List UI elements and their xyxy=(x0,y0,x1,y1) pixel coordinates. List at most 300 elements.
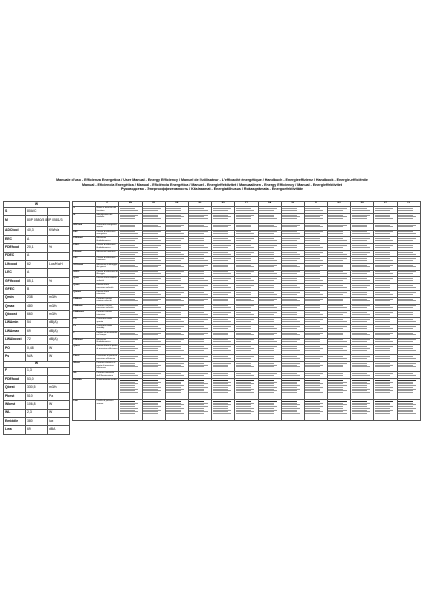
translation-text-lines xyxy=(143,208,164,210)
text-line xyxy=(166,233,184,234)
translation-text-lines xyxy=(213,305,234,307)
text-line xyxy=(305,287,320,288)
spec-unit xyxy=(48,376,70,384)
translation-text-lines xyxy=(282,208,303,210)
text-line xyxy=(236,392,254,393)
translation-text-lines xyxy=(213,208,234,210)
translation-text-lines xyxy=(282,215,303,219)
translation-text-lines xyxy=(305,231,326,233)
translation-cell xyxy=(397,362,420,372)
text-line xyxy=(398,215,413,216)
spec-unit xyxy=(48,286,70,294)
translation-cell xyxy=(281,230,304,237)
text-line xyxy=(213,392,228,393)
translation-cell xyxy=(165,304,188,311)
text-line xyxy=(166,294,181,295)
translation-cell xyxy=(212,304,235,311)
text-line xyxy=(398,240,413,241)
translation-text-lines xyxy=(282,319,303,321)
text-line xyxy=(328,287,346,288)
text-line xyxy=(305,333,323,334)
translation-text-lines xyxy=(189,305,210,307)
translation-cell xyxy=(258,400,281,421)
spec-value: 54 xyxy=(26,319,48,327)
spec-value: 380 xyxy=(26,417,48,425)
translation-cell xyxy=(328,331,351,338)
text-line xyxy=(259,287,274,288)
text-line xyxy=(328,326,346,327)
translation-text-lines xyxy=(305,278,326,280)
text-line xyxy=(328,373,343,374)
text-line xyxy=(352,260,367,261)
translation-cell xyxy=(374,256,397,263)
text-line xyxy=(282,366,300,367)
text-line xyxy=(189,392,207,393)
translation-text-lines xyxy=(375,225,396,227)
translation-text-lines xyxy=(189,326,210,328)
translation-text-lines xyxy=(259,238,280,240)
text-line xyxy=(143,326,158,327)
text-line xyxy=(259,233,274,234)
translation-text-lines xyxy=(120,401,141,414)
text-line xyxy=(282,287,300,288)
translation-cell xyxy=(212,290,235,297)
text-line xyxy=(259,387,277,388)
translation-cell xyxy=(212,223,235,230)
translation-cell: Potenza elettrica al punto di massima efficienza xyxy=(96,362,119,372)
translation-cell xyxy=(281,324,304,331)
translation-text-lines xyxy=(328,215,349,219)
translation-text-lines xyxy=(189,292,210,294)
text-line xyxy=(282,358,300,359)
text-line xyxy=(375,280,390,281)
text-line xyxy=(352,210,370,211)
text-line xyxy=(120,225,135,226)
translation-cell xyxy=(281,318,304,325)
translation-cell xyxy=(281,297,304,304)
translation-text-lines xyxy=(305,252,326,254)
translation-text-lines xyxy=(143,265,164,267)
spec-key: LWAmin xyxy=(4,319,26,327)
row-code: GFIfcood xyxy=(73,263,96,270)
text-line xyxy=(120,404,135,405)
text-line xyxy=(352,358,367,359)
row-code: Wbest xyxy=(73,362,96,372)
translation-cell xyxy=(258,213,281,223)
translation-text-lines xyxy=(398,299,420,301)
translation-cell: Flusso d'aria massima velocità xyxy=(96,284,119,291)
row-code: PO xyxy=(73,318,96,325)
translation-cell xyxy=(188,256,211,263)
text-line xyxy=(189,266,204,267)
multilingual-row xyxy=(73,318,421,325)
text-line xyxy=(236,363,251,364)
multilingual-row xyxy=(73,223,421,230)
text-line xyxy=(375,365,393,366)
translation-cell xyxy=(374,297,397,304)
text-line xyxy=(236,278,251,279)
text-line xyxy=(305,363,320,364)
text-line xyxy=(143,245,161,246)
translation-text-lines xyxy=(166,356,187,358)
text-line xyxy=(328,231,343,232)
text-line xyxy=(305,307,320,308)
translation-cell xyxy=(119,230,142,237)
text-line xyxy=(143,208,161,209)
text-line xyxy=(305,408,320,409)
translation-cell xyxy=(165,244,188,251)
language-column-header: NL xyxy=(188,202,211,207)
spec-key: Pbest xyxy=(4,392,26,400)
translation-cell: Consumo energetico annuo xyxy=(96,223,119,230)
text-line xyxy=(398,265,413,266)
translation-text-lines xyxy=(375,346,396,350)
text-line xyxy=(305,339,320,340)
translation-cell xyxy=(351,230,374,237)
spec-unit: Pa xyxy=(48,392,70,400)
text-line xyxy=(120,321,135,322)
text-line xyxy=(282,215,297,216)
translation-text-lines xyxy=(352,299,373,301)
translation-text-lines xyxy=(398,380,420,393)
text-line xyxy=(236,403,254,404)
translation-cell xyxy=(212,338,235,345)
row-code: FDEC xyxy=(73,244,96,251)
text-line xyxy=(213,373,228,374)
text-line xyxy=(259,260,277,261)
text-line xyxy=(375,225,390,226)
row-code: Ps xyxy=(73,324,96,331)
translation-cell xyxy=(235,256,258,263)
text-line xyxy=(282,365,297,366)
translation-text-lines xyxy=(352,363,373,367)
translation-text-lines xyxy=(282,312,303,314)
text-line xyxy=(143,280,158,281)
translation-cell xyxy=(328,362,351,372)
translation-text-lines xyxy=(305,363,326,367)
text-line xyxy=(259,294,277,295)
text-line xyxy=(352,278,367,279)
translation-cell xyxy=(235,331,258,338)
text-line xyxy=(213,271,228,272)
text-line xyxy=(352,389,370,390)
multilingual-row xyxy=(73,362,421,372)
translation-text-lines xyxy=(143,373,164,375)
translation-text-lines xyxy=(166,208,187,210)
translation-cell xyxy=(374,311,397,318)
text-line xyxy=(166,260,181,261)
translation-cell xyxy=(142,277,165,284)
text-line xyxy=(259,254,274,255)
translation-cell xyxy=(235,304,258,311)
text-line xyxy=(143,294,161,295)
text-line xyxy=(398,278,413,279)
text-line xyxy=(398,339,416,340)
translation-cell xyxy=(397,379,420,400)
translation-cell xyxy=(188,297,211,304)
translation-cell xyxy=(258,338,281,345)
text-line xyxy=(236,339,254,340)
text-line xyxy=(375,299,393,300)
text-line xyxy=(189,240,204,241)
translation-cell xyxy=(165,213,188,223)
translation-cell xyxy=(397,400,420,421)
translation-text-lines xyxy=(213,265,234,267)
text-line xyxy=(328,392,343,393)
spec-key: GFEC xyxy=(4,286,26,294)
text-line xyxy=(352,258,367,259)
translation-text-lines xyxy=(143,292,164,294)
text-line xyxy=(259,285,274,286)
spec-section-label: W xyxy=(4,202,70,208)
translation-cell xyxy=(142,230,165,237)
text-line xyxy=(375,328,393,329)
translation-cell xyxy=(397,230,420,237)
translation-cell xyxy=(281,345,304,355)
text-line xyxy=(259,240,277,241)
translation-cell xyxy=(397,277,420,284)
text-line xyxy=(236,358,251,359)
text-line xyxy=(213,341,231,342)
text-line xyxy=(189,334,204,335)
translation-cell xyxy=(235,290,258,297)
translation-text-lines xyxy=(143,225,164,227)
translation-text-lines xyxy=(120,225,141,227)
text-line xyxy=(305,231,323,232)
translation-text-lines xyxy=(375,238,396,240)
translation-text-lines xyxy=(375,373,396,375)
translation-text-lines xyxy=(328,380,349,393)
text-line xyxy=(189,406,207,407)
text-line xyxy=(375,326,390,327)
text-line xyxy=(259,226,277,227)
text-line xyxy=(166,287,184,288)
text-line xyxy=(143,299,161,300)
translation-cell xyxy=(165,256,188,263)
translation-text-lines xyxy=(375,333,396,335)
text-line xyxy=(398,210,413,211)
text-line xyxy=(282,333,297,334)
translation-text-lines xyxy=(189,285,210,287)
text-line xyxy=(328,254,346,255)
translation-cell xyxy=(351,297,374,304)
translation-cell xyxy=(119,362,142,372)
text-line xyxy=(189,363,204,364)
text-line xyxy=(328,273,346,274)
translation-text-lines xyxy=(398,278,420,280)
translation-cell: Consumo modo spento xyxy=(96,318,119,325)
text-line xyxy=(213,278,231,279)
text-line xyxy=(120,383,138,384)
text-line xyxy=(352,266,370,267)
translation-cell xyxy=(281,362,304,372)
text-line xyxy=(213,363,231,364)
translation-cell xyxy=(188,338,211,345)
translation-text-lines xyxy=(305,258,326,260)
translation-text-lines xyxy=(375,258,396,260)
translation-text-lines xyxy=(328,271,349,273)
translation-cell xyxy=(304,318,327,325)
text-line xyxy=(282,231,297,232)
header-line-1: Manuale d'uso - Efficienza Energetica / User Manual - Energy Efficiency / Manuel de l'utilisateur - L'efficacité énergétique / Handbuch - Energieeffizienz / Handbook - Energie-efficiëntie xyxy=(56,178,368,182)
translation-text-lines xyxy=(120,258,141,260)
text-line xyxy=(328,358,346,359)
translation-cell xyxy=(397,297,420,304)
text-line xyxy=(259,319,274,320)
text-line xyxy=(352,247,370,248)
text-line xyxy=(282,339,300,340)
text-line xyxy=(120,278,135,279)
text-line xyxy=(398,375,416,376)
translation-cell xyxy=(119,379,142,400)
translation-cell xyxy=(119,213,142,223)
text-line xyxy=(189,356,207,357)
translation-cell xyxy=(397,244,420,251)
text-line xyxy=(120,411,138,412)
text-line xyxy=(166,341,181,342)
text-line xyxy=(213,226,228,227)
translation-text-lines xyxy=(398,285,420,287)
text-line xyxy=(375,366,390,367)
text-line xyxy=(236,326,251,327)
text-line xyxy=(213,375,228,376)
translation-cell: Potenza sonora minima velocità xyxy=(96,297,119,304)
translation-cell xyxy=(328,263,351,270)
text-line xyxy=(236,356,254,357)
translation-cell xyxy=(281,338,304,345)
text-line xyxy=(213,254,231,255)
translation-cell xyxy=(397,284,420,291)
text-line xyxy=(189,411,207,412)
text-line xyxy=(213,382,231,383)
translation-text-lines xyxy=(120,356,141,358)
text-line xyxy=(189,390,204,391)
translation-cell xyxy=(165,400,188,421)
text-line xyxy=(282,285,297,286)
translation-cell: Flusso d'aria al punto di massima efficienza xyxy=(96,345,119,355)
spec-key: GFIfcood xyxy=(4,277,26,285)
text-line xyxy=(375,375,390,376)
translation-text-lines xyxy=(189,333,210,335)
text-line xyxy=(166,366,184,367)
text-line xyxy=(398,365,413,366)
translation-text-lines xyxy=(375,356,396,358)
text-line xyxy=(236,406,251,407)
text-line xyxy=(305,406,323,407)
translation-cell: Potenza sonora massima velocità xyxy=(96,304,119,311)
translation-cell xyxy=(397,331,420,338)
text-line xyxy=(352,387,367,388)
text-line xyxy=(143,266,158,267)
text-line xyxy=(189,348,207,349)
spec-unit: dBA xyxy=(48,426,70,434)
text-line xyxy=(305,265,323,266)
text-line xyxy=(166,292,184,293)
text-line xyxy=(352,341,367,342)
text-line xyxy=(189,231,207,232)
translation-text-lines xyxy=(352,208,373,210)
translation-text-lines xyxy=(189,238,210,240)
text-line xyxy=(259,392,274,393)
translation-text-lines xyxy=(120,245,141,247)
text-line xyxy=(375,341,393,342)
text-line xyxy=(328,389,343,390)
text-line xyxy=(398,233,416,234)
spec-value: 53,0 xyxy=(26,376,48,384)
text-line xyxy=(305,252,323,253)
row-code: LEC xyxy=(73,256,96,263)
translation-text-lines xyxy=(236,305,257,307)
text-line xyxy=(328,312,346,313)
translation-cell xyxy=(328,270,351,277)
text-line xyxy=(375,408,390,409)
translation-cell xyxy=(212,237,235,244)
translation-cell xyxy=(165,379,188,400)
text-line xyxy=(352,280,370,281)
translation-text-lines xyxy=(189,271,210,273)
spec-unit xyxy=(48,208,70,216)
text-line xyxy=(328,218,343,219)
text-line xyxy=(352,401,367,402)
translation-text-lines xyxy=(259,319,280,321)
translation-text-lines xyxy=(166,215,187,219)
text-line xyxy=(328,247,343,248)
text-line xyxy=(120,319,138,320)
translation-cell xyxy=(397,223,420,230)
translation-text-lines xyxy=(166,245,187,247)
language-column-header: DE xyxy=(165,202,188,207)
spec-row xyxy=(4,294,70,302)
text-line xyxy=(375,350,390,351)
text-line xyxy=(375,233,390,234)
translation-cell xyxy=(351,355,374,362)
text-line xyxy=(120,328,135,329)
text-line xyxy=(305,404,320,405)
text-line xyxy=(305,385,320,386)
translation-cell xyxy=(212,345,235,355)
translation-cell xyxy=(188,318,211,325)
text-line xyxy=(120,389,138,390)
text-line xyxy=(166,240,181,241)
text-line xyxy=(375,356,390,357)
translation-text-lines xyxy=(189,278,210,280)
spec-key: WL xyxy=(4,409,26,417)
text-line xyxy=(305,413,320,414)
translation-cell xyxy=(351,213,374,223)
text-line xyxy=(236,319,254,320)
text-line xyxy=(375,292,390,293)
text-line xyxy=(120,390,135,391)
translation-cell xyxy=(188,355,211,362)
translation-text-lines xyxy=(282,292,303,294)
translation-cell xyxy=(235,213,258,223)
text-line xyxy=(328,365,343,366)
text-line xyxy=(166,210,181,211)
translation-text-lines xyxy=(120,339,141,341)
translation-text-lines xyxy=(398,238,420,240)
row-code: Qmin xyxy=(73,277,96,284)
text-line xyxy=(120,375,138,376)
text-line xyxy=(259,300,274,301)
translation-text-lines xyxy=(352,231,373,233)
text-line xyxy=(352,287,367,288)
text-line xyxy=(398,314,413,315)
text-line xyxy=(166,258,184,259)
translation-text-lines xyxy=(352,312,373,314)
translation-text-lines xyxy=(143,319,164,321)
translation-cell xyxy=(258,244,281,251)
text-line xyxy=(305,240,320,241)
